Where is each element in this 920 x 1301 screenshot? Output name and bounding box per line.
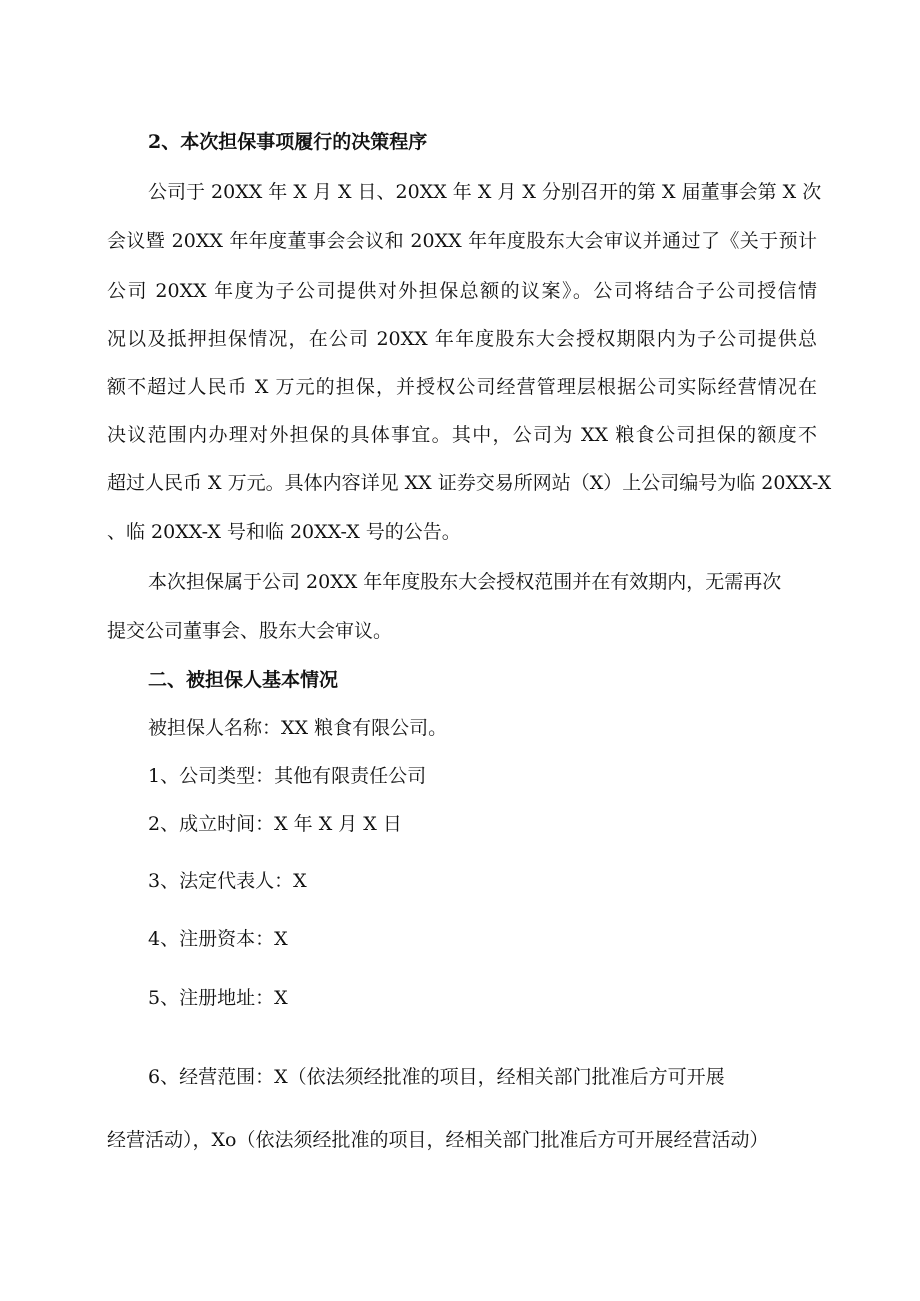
para1-line-1: 公司于 20XX 年 X 月 X 日、20XX 年 X 月 X 分别召开的第 X 届董事会第 X 次 (148, 181, 822, 203)
para1-line-4: 况以及抵押担保情况，在公司 20XX 年年度股东大会授权期限内为子公司提供总 (107, 328, 817, 350)
item-business-scope-line-1: 6、经营范围：X（依法须经批准的项目，经相关部门批准后方可开展 (148, 1066, 725, 1088)
section-two-heading: 二、被担保人基本情况 (148, 669, 339, 691)
section-2-heading: 2、本次担保事项履行的决策程序 (148, 131, 428, 153)
item-legal-representative: 3、法定代表人：X (148, 870, 307, 892)
para1-line-7: 超过人民币 X 万元。具体内容详见 XX 证券交易所网站（X）上公司编号为临 20XX-X (107, 472, 832, 494)
item-business-scope-line-2: 经营活动），Xo（依法须经批准的项目，经相关部门批准后方可开展经营活动） (107, 1129, 769, 1151)
para2-line-2: 提交公司董事会、股东大会审议。 (107, 620, 393, 642)
para2-line-1: 本次担保属于公司 20XX 年年度股东大会授权范围并在有效期内，无需再次 (148, 571, 782, 593)
para1-line-6: 决议范围内办理对外担保的具体事宜。其中，公司为 XX 粮食公司担保的额度不 (107, 424, 817, 446)
para1-line-8: 、临 20XX-X 号和临 20XX-X 号的公告。 (107, 521, 461, 543)
para1-line-2: 会议暨 20XX 年年度董事会会议和 20XX 年年度股东大会审议并通过了《关于预计 (107, 230, 817, 252)
item-established-date: 2、成立时间：X 年 X 月 X 日 (148, 813, 402, 835)
item-registered-capital: 4、注册资本：X (148, 928, 288, 950)
para1-line-3: 公司 20XX 年度为子公司提供对外担保总额的议案》。公司将结合子公司授信情 (107, 280, 817, 302)
item-registered-address: 5、注册地址：X (148, 987, 288, 1009)
guaranteed-party-name: 被担保人名称：XX 粮食有限公司。 (148, 717, 448, 739)
item-company-type: 1、公司类型：其他有限责任公司 (148, 765, 427, 787)
para1-line-5: 额不超过人民币 X 万元的担保，并授权公司经营管理层根据公司实际经营情况在 (107, 376, 817, 398)
